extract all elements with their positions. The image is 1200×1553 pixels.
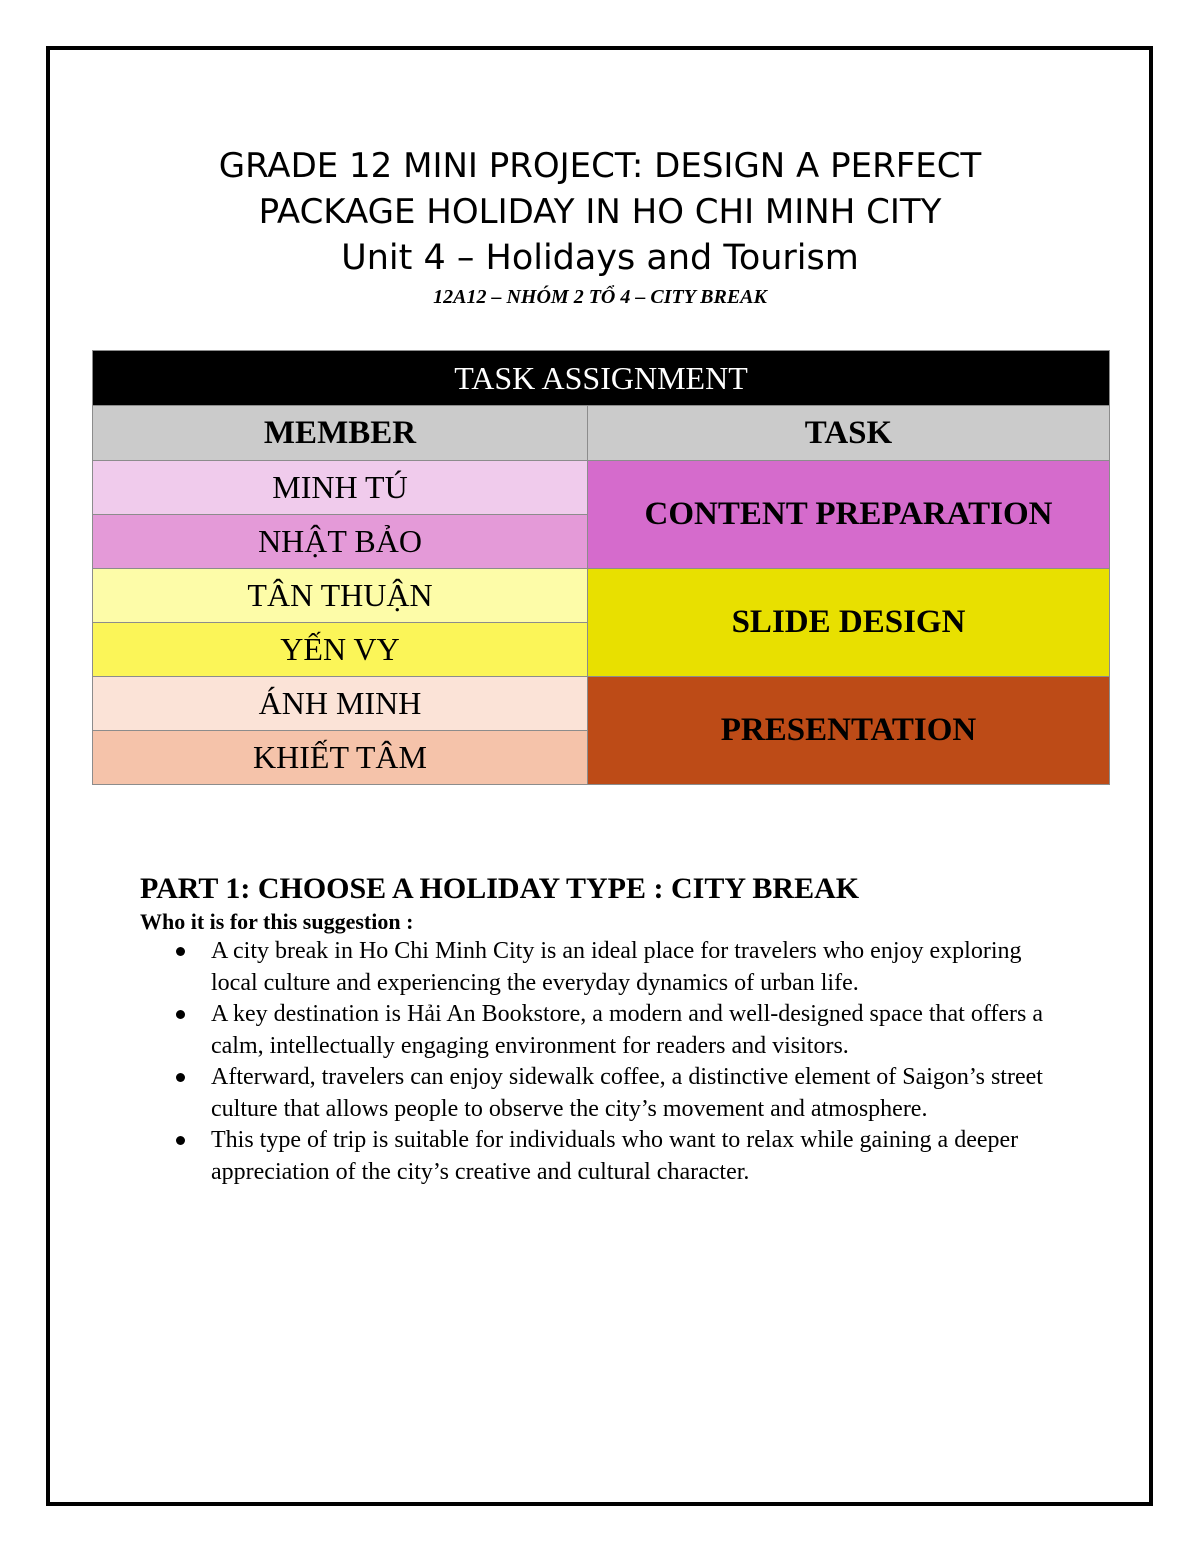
task-assignment-table bbox=[92, 350, 1110, 785]
task-cell-presentation: PRESENTATION bbox=[588, 677, 1110, 785]
task-cell-content-preparation: CONTENT PREPARATION bbox=[588, 461, 1110, 569]
list-item-text: This type of trip is suitable for individuals who want to relax while gaining a deeper appreciation of the city’s creative and cultural character. bbox=[211, 1127, 1019, 1185]
unit-subtitle: Unit 4 – Holidays and Tourism bbox=[341, 238, 859, 278]
bullet-icon bbox=[176, 1073, 185, 1082]
bullet-icon bbox=[176, 947, 185, 956]
member-cell: TÂN THUẬN bbox=[93, 569, 588, 623]
table-title: TASK ASSIGNMENT bbox=[93, 351, 1110, 406]
part1-heading: PART 1: CHOOSE A HOLIDAY TYPE : CITY BREAK bbox=[140, 872, 860, 905]
list-item bbox=[140, 1125, 1070, 1188]
bullet-icon bbox=[176, 1010, 185, 1019]
document-title bbox=[0, 143, 1200, 235]
bullet-icon bbox=[176, 1136, 185, 1145]
title-line-2: PACKAGE HOLIDAY IN HO CHI MINH CITY bbox=[258, 192, 942, 232]
list-item bbox=[140, 999, 1070, 1062]
member-cell: YẾN VY bbox=[93, 623, 588, 677]
list-item-text: A city break in Ho Chi Minh City is an ideal place for travelers who enjoy exploring local culture and experiencing the everyday dynamics of urban life. bbox=[211, 938, 1022, 996]
member-cell: NHẬT BẢO bbox=[93, 515, 588, 569]
column-header-task: TASK bbox=[588, 406, 1110, 461]
list-item bbox=[140, 1062, 1070, 1125]
list-item-text: A key destination is Hải An Bookstore, a modern and well-designed space that offers a calm, intellectually engaging environment for readers and visitors. bbox=[211, 1001, 1044, 1059]
bullet-list bbox=[140, 936, 1070, 1188]
part1-section bbox=[140, 870, 1070, 1188]
list-item bbox=[140, 936, 1070, 999]
group-label: 12A12 – NHÓM 2 TỔ 4 – CITY BREAK bbox=[433, 286, 767, 308]
member-cell: MINH TÚ bbox=[93, 461, 588, 515]
audience-subheading: Who it is for this suggestion : bbox=[140, 909, 414, 934]
title-line-1: GRADE 12 MINI PROJECT: DESIGN A PERFECT bbox=[218, 146, 982, 186]
task-cell-slide-design: SLIDE DESIGN bbox=[588, 569, 1110, 677]
list-item-text: Afterward, travelers can enjoy sidewalk coffee, a distinctive element of Saigon’s street culture that allows people to observe the city’s movement and atmosphere. bbox=[211, 1064, 1043, 1122]
column-header-member: MEMBER bbox=[93, 406, 588, 461]
member-cell: ÁNH MINH bbox=[93, 677, 588, 731]
member-cell: KHIẾT TÂM bbox=[93, 731, 588, 785]
